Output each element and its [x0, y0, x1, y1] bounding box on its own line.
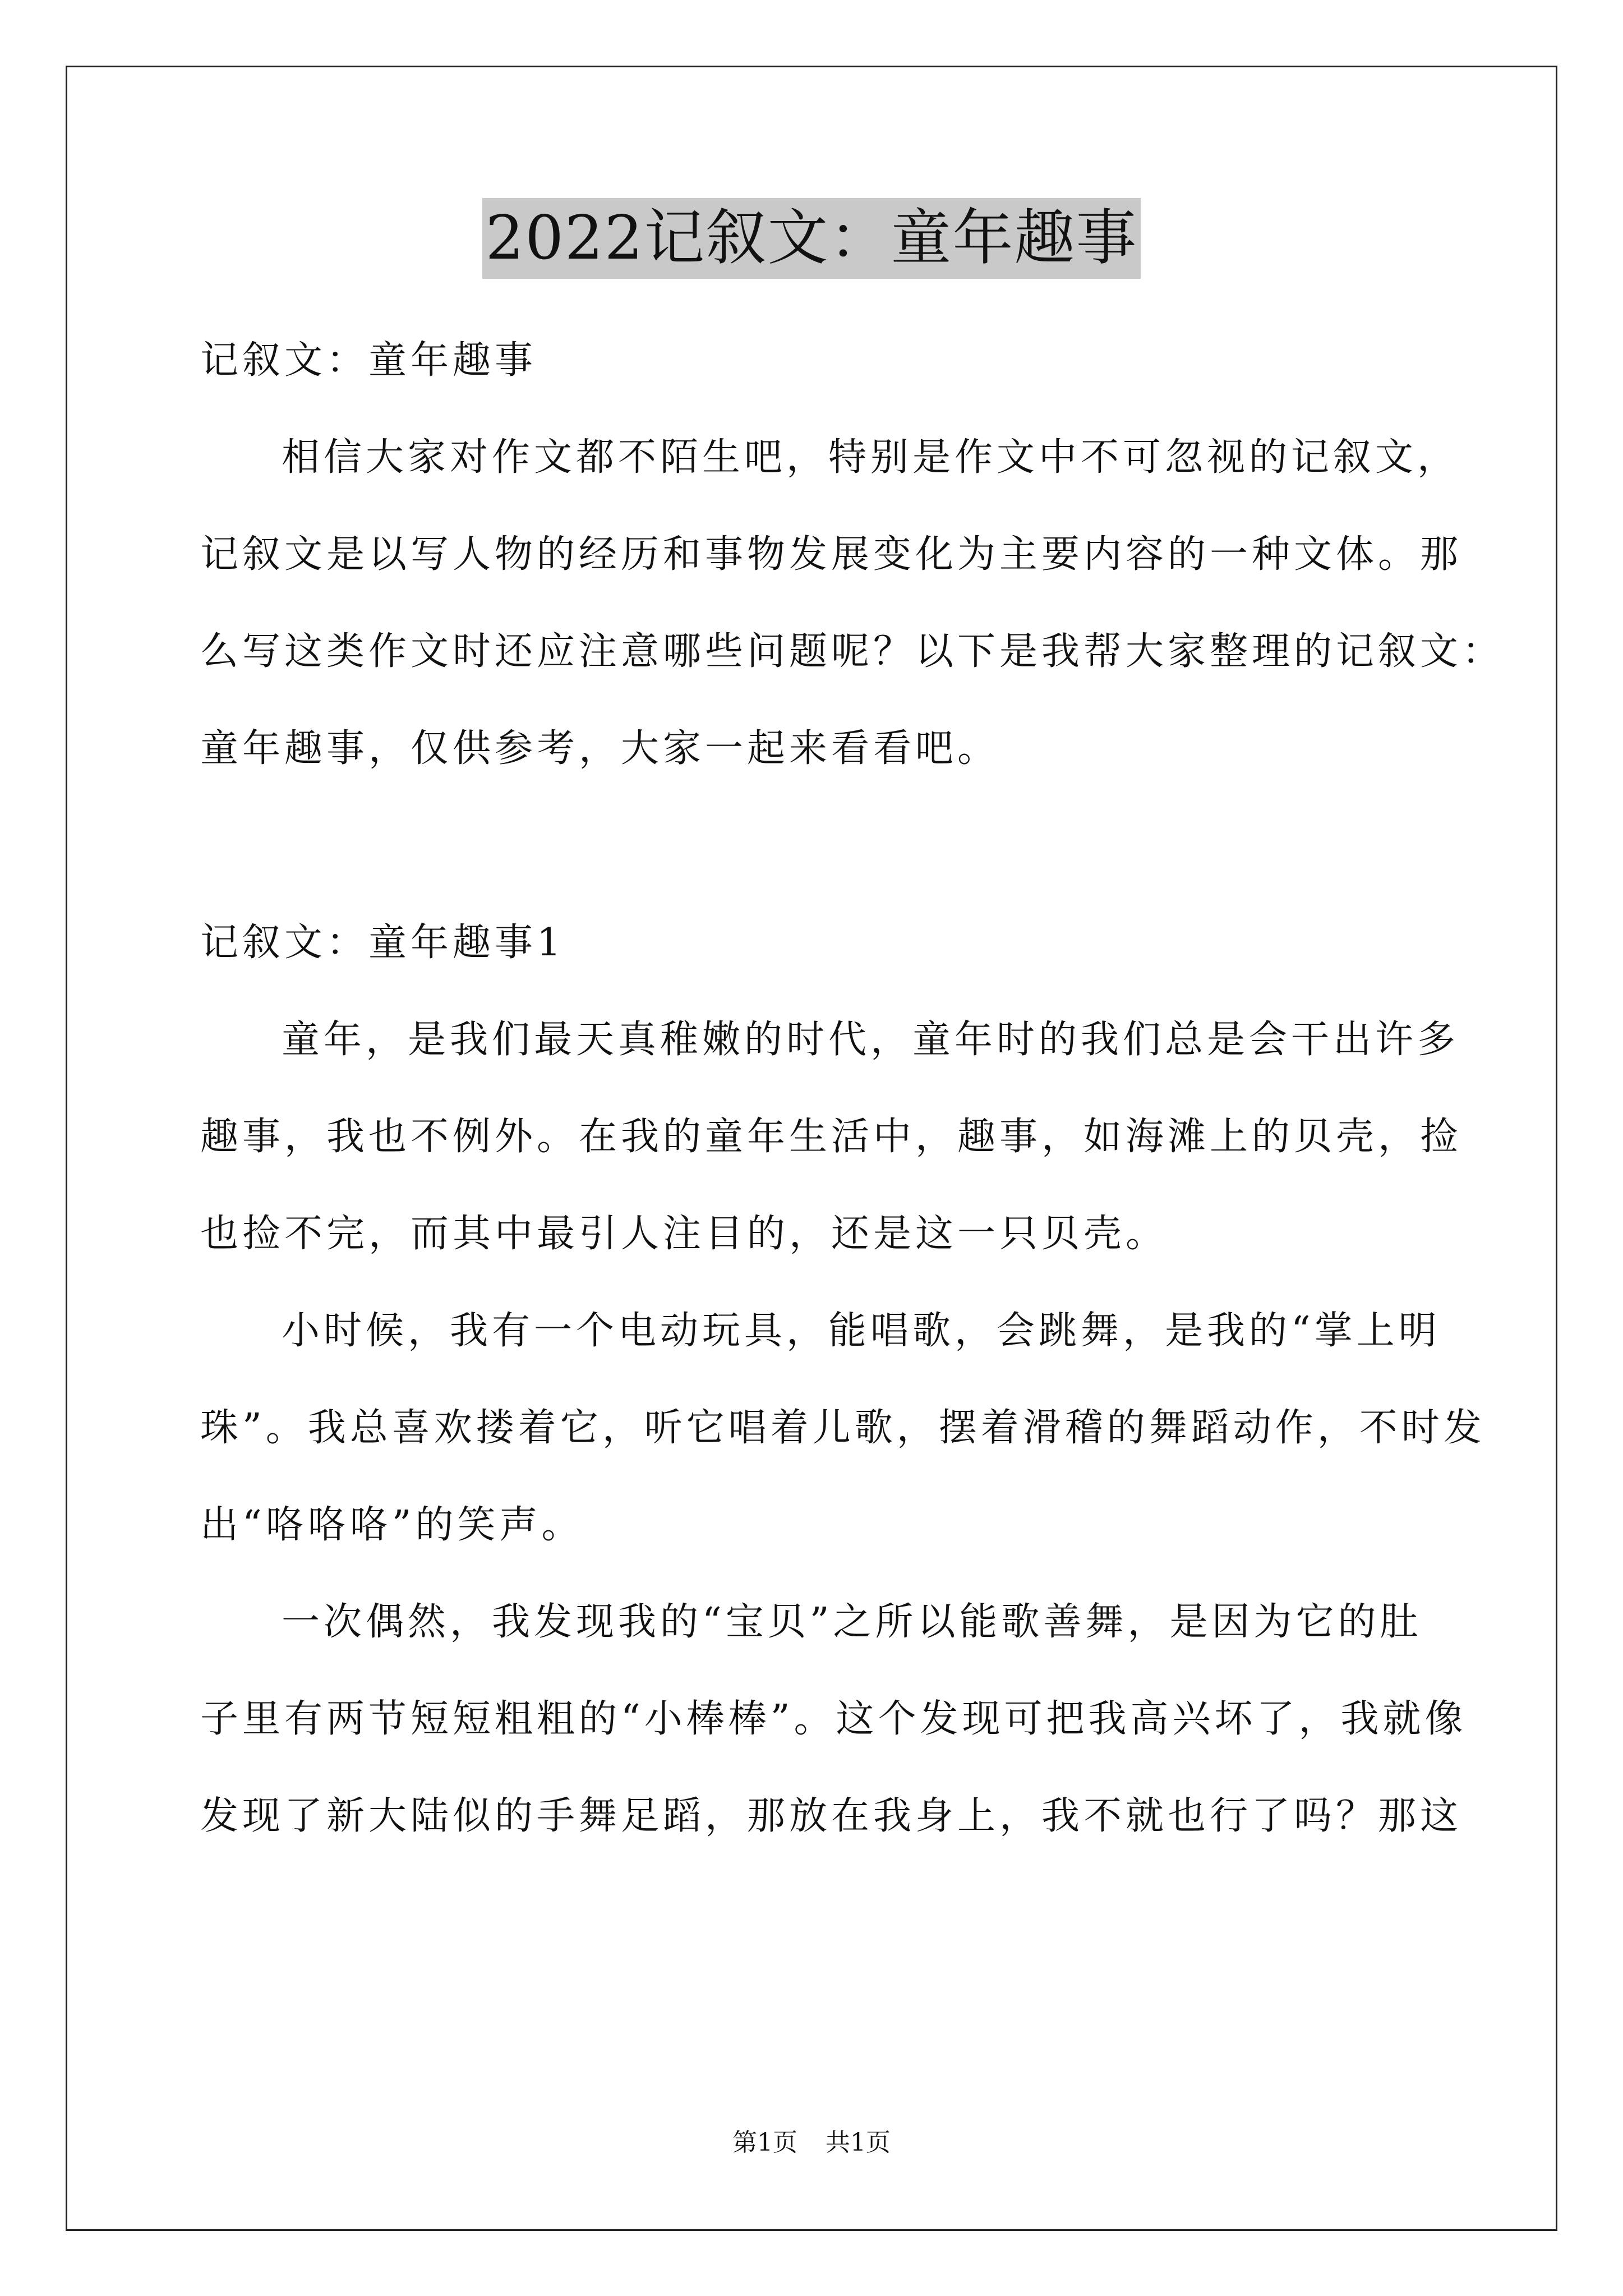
paragraph-line: 一次偶然，我发现我的“宝贝”之所以能歌善舞，是因为它的肚 [282, 1600, 1422, 1644]
blank-line [200, 797, 1434, 894]
paragraph-line: 童年，是我们最天真稚嫩的时代，童年时的我们总是会干出许多 [282, 1018, 1460, 1062]
section-heading: 记叙文：童年趣事1 [200, 921, 565, 965]
paragraph-line: 么写这类作文时还应注意哪些问题呢？以下是我帮大家整理的记叙文： [200, 629, 1505, 674]
paragraph-line: 发现了新大陆似的手舞足蹈，那放在我身上，我不就也行了吗？那这 [200, 1794, 1463, 1838]
title-container [0, 198, 1623, 279]
document-body [200, 312, 1505, 1865]
paragraph-line: 趣事，我也不例外。在我的童年生活中，趣事，如海滩上的贝壳，捡 [200, 1115, 1463, 1159]
paragraph-line: 记叙文是以写人物的经历和事物发展变化为主要内容的一种文体。那 [200, 532, 1463, 577]
page-footer [0, 2126, 1623, 2160]
paragraph-line: 相信大家对作文都不陌生吧，特别是作文中不可忽视的记叙文， [282, 435, 1460, 480]
paragraph-line: 童年趣事，仅供参考，大家一起来看看吧。 [200, 726, 1000, 771]
paragraph-line: 小时候，我有一个电动玩具，能唱歌，会跳舞，是我的“掌上明 [282, 1309, 1441, 1353]
paragraph-line: 子里有两节短短粗粗的“小棒棒”。这个发现可把我高兴坏了，我就像 [200, 1697, 1467, 1741]
section-heading: 记叙文：童年趣事 [200, 338, 537, 383]
page-number-current: 第1页 [732, 2128, 797, 2157]
page-number-total: 共1页 [826, 2128, 891, 2157]
paragraph-line: 出“咯咯咯”的笑声。 [200, 1503, 584, 1547]
paragraph-line: 也捡不完，而其中最引人注目的，还是这一只贝壳。 [200, 1212, 1168, 1256]
paragraph-line: 珠”。我总喜欢搂着它，听它唱着儿歌，摆着滑稽的舞蹈动作，不时发 [200, 1406, 1486, 1450]
document-title: 2022记叙文：童年趣事 [482, 198, 1141, 279]
